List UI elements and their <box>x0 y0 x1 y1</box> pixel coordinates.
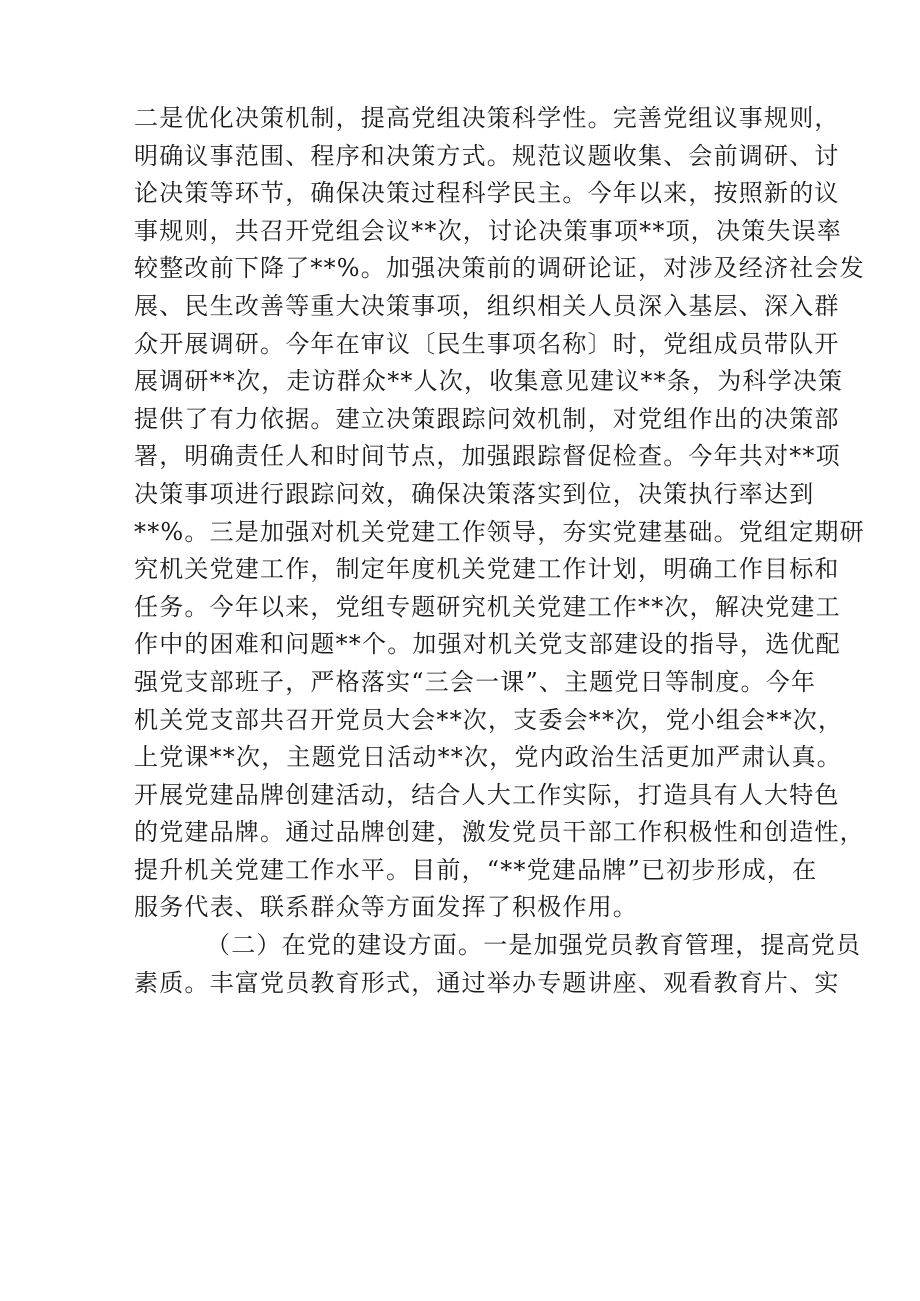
text-line: 二是优化决策机制，提高党组决策科学性。完善党组议事规则， <box>134 104 840 132</box>
body-text <box>134 100 865 1002</box>
text-line: 上党课**次，主题党日活动**次，党内政治生活更加严肃认真。 <box>134 743 842 772</box>
text-line: 较整改前下降了**%。加强决策前的调研论证，对涉及经济社会发 <box>134 254 865 283</box>
text-line: 事规则，共召开党组会议**次，讨论决策事项**项，决策失误率 <box>134 216 842 245</box>
text-line: 提升机关党建工作水平。目前，“**党建品牌”已初步形成，在 <box>134 855 818 884</box>
text-line: 究机关党建工作，制定年度机关党建工作计划，明确工作目标和 <box>134 555 840 584</box>
text-line: 展调研**次，走访群众**人次，收集意见建议**条，为科学决策 <box>134 367 844 396</box>
text-line: 素质。丰富党员教育形式，通过举办专题讲座、观看教育片、实 <box>134 968 840 997</box>
text-line: 机关党支部共召开党员大会**次，支委会**次，党小组会**次， <box>134 705 844 734</box>
text-line: 论决策等环节，确保决策过程科学民主。今年以来，按照新的议 <box>134 179 840 208</box>
text-line: 展、民生改善等重大决策事项，组织相关人员深入基层、深入群 <box>134 291 840 320</box>
text-line: 明确议事范围、程序和决策方式。规范议题收集、会前调研、讨 <box>134 141 840 170</box>
text-line: 强党支部班子，严格落实“三会一课”、主题党日等制度。今年 <box>134 667 817 696</box>
text-line: 的党建品牌。通过品牌创建，激发党员干部工作积极性和创造性， <box>134 818 865 847</box>
text-line: **%。三是加强对机关党建工作领导，夯实党建基础。党组定期研 <box>134 517 865 546</box>
text-line: 开展党建品牌创建活动，结合人大工作实际，打造具有人大特色 <box>134 780 840 809</box>
section-heading-line: （二）在党的建设方面。一是加强党员教育管理，提高党员 <box>206 931 862 960</box>
text-line: 作中的困难和问题**个。加强对机关党支部建设的指导，选优配 <box>134 630 841 659</box>
text-line: 决策事项进行跟踪问效，确保决策落实到位，决策执行率达到 <box>134 479 815 508</box>
text-line: 服务代表、联系群众等方面发挥了积极作用。 <box>134 893 638 922</box>
text-line: 任务。今年以来，党组专题研究机关党建工作**次，解决党建工 <box>134 592 841 621</box>
text-line: 众开展调研。今年在审议〔民生事项名称〕时，党组成员带队开 <box>134 329 840 358</box>
text-line: 提供了有力依据。建立决策跟踪问效机制，对党组作出的决策部 <box>134 404 840 433</box>
text-line: 署，明确责任人和时间节点，加强跟踪督促检查。今年共对**项 <box>134 442 841 471</box>
